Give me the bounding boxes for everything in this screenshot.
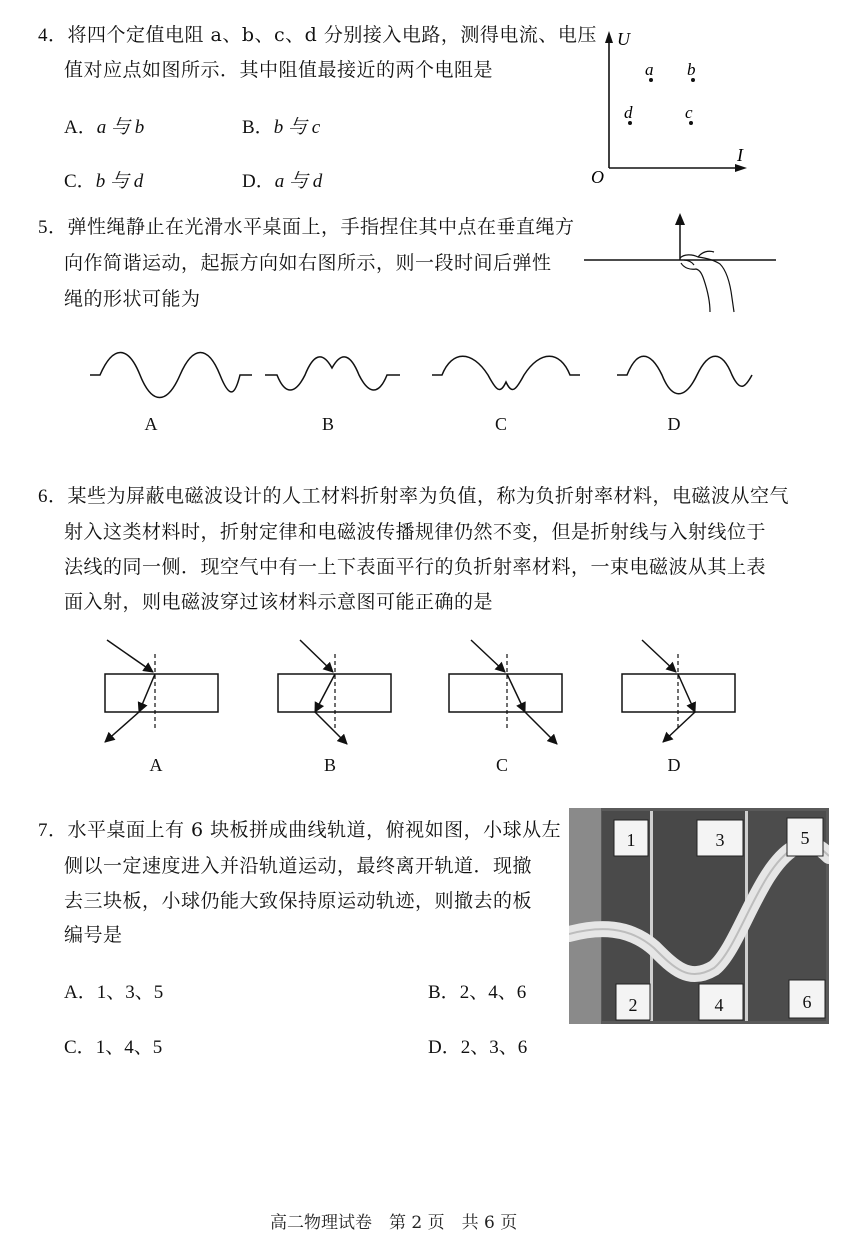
q7-option-a[interactable]: A．1、3、5 — [64, 982, 164, 1003]
board-label-1: 1 — [626, 830, 636, 850]
q5-label-d: D — [667, 414, 681, 434]
rope-hand-figure — [580, 208, 780, 318]
q7-text-1: 水平桌面上有 6 块板拼成曲线轨道，俯视如图，小球从左 — [67, 819, 562, 841]
q6-label-c: C — [495, 755, 508, 775]
q5-label-c: C — [494, 414, 507, 434]
point-c-label: c — [685, 103, 693, 122]
q6-text-4: 面入射，则电磁波穿过该材料示意图可能正确的是 — [64, 591, 494, 613]
q4-option-c[interactable]: C．b 与 d — [64, 171, 144, 192]
option-b-diagram[interactable] — [278, 640, 391, 744]
q7-line-1 — [38, 815, 561, 842]
board-label-3: 3 — [715, 830, 725, 850]
point-a-label: a — [645, 60, 654, 79]
q4-option-d[interactable]: D．a 与 d — [242, 171, 323, 192]
q5-label-b: B — [321, 414, 334, 434]
board-label-6: 6 — [802, 992, 812, 1012]
q4-line-1 — [38, 20, 597, 47]
wave-c[interactable] — [432, 356, 580, 389]
u-axis-arrow-icon — [605, 31, 613, 43]
board-label-2: 2 — [628, 995, 638, 1015]
q4-option-a[interactable]: A．a 与 b — [64, 117, 145, 138]
q5-label-a: A — [144, 414, 158, 434]
wave-b[interactable] — [265, 357, 400, 390]
q7-option-b[interactable]: B．2、4、6 — [428, 982, 527, 1003]
q4-option-b[interactable]: B．b 与 c — [242, 117, 321, 138]
table-edge — [569, 808, 601, 1024]
wave-a[interactable] — [90, 353, 252, 398]
q6-label-a: A — [149, 755, 163, 775]
q6-label-d: D — [667, 755, 681, 775]
q6-line-1 — [38, 481, 789, 508]
q5-text-3: 绳的形状可能为 — [64, 288, 201, 310]
q7-option-c[interactable]: C．1、4、5 — [64, 1037, 163, 1058]
q4-text-2: 值对应点如图所示．其中阻值最接近的两个电阻是 — [64, 59, 494, 81]
q4-text-1: 将四个定值电阻 a、b、c、d 分别接入电路，测得电流、电压 — [67, 24, 597, 46]
option-a-diagram[interactable] — [105, 640, 218, 742]
i-axis-label: I — [737, 145, 743, 165]
q7-number: 7． — [38, 820, 68, 841]
u-axis-label: U — [617, 29, 630, 49]
q5-text-2: 向作简谐运动，起振方向如右图所示，则一段时间后弹性 — [64, 252, 552, 274]
q6-text-1: 某些为屏蔽电磁波设计的人工材料折射率为负值，称为负折射率材料，电磁波从空气 — [67, 485, 790, 507]
q6-number: 6． — [38, 486, 68, 507]
wave-d[interactable] — [617, 356, 752, 394]
q7-text-2: 侧以一定速度进入并沿轨道运动，最终离开轨道．现撤 — [64, 855, 533, 877]
point-b-label: b — [687, 60, 696, 79]
q5-text-1: 弹性绳静止在光滑水平桌面上，手指捏住其中点在垂直绳方 — [67, 216, 575, 238]
up-arrow-icon — [675, 213, 685, 225]
option-c-diagram[interactable] — [449, 640, 562, 744]
track-photo — [569, 808, 829, 1024]
q6-text-2: 射入这类材料时，折射定律和电磁波传播规律仍然不变，但是折射线与入射线位于 — [64, 521, 767, 543]
page-footer: 高二物理试卷 第 2 页 共 6 页 — [270, 1213, 518, 1233]
board-label-5: 5 — [800, 828, 810, 848]
q7-option-d[interactable]: D．2、3、6 — [428, 1037, 528, 1058]
q6-label-b: B — [323, 755, 336, 775]
point-d-label: d — [624, 103, 633, 122]
option-d-diagram[interactable] — [622, 640, 735, 742]
origin-label: O — [591, 167, 604, 187]
q4-ui-graph — [585, 25, 760, 190]
q7-text-3: 去三块板，小球仍能大致保持原运动轨迹，则撤去的板 — [64, 890, 533, 912]
q4-number: 4． — [38, 25, 68, 46]
q5-line-1 — [38, 212, 575, 239]
i-axis-arrow-icon — [735, 164, 747, 172]
q6-text-3: 法线的同一侧．现空气中有一上下表面平行的负折射率材料，一束电磁波从其上表 — [64, 556, 767, 578]
q6-refraction-options — [95, 632, 755, 754]
board-label-4: 4 — [714, 995, 724, 1015]
q5-number: 5． — [38, 217, 68, 238]
q7-text-4: 编号是 — [64, 924, 123, 946]
